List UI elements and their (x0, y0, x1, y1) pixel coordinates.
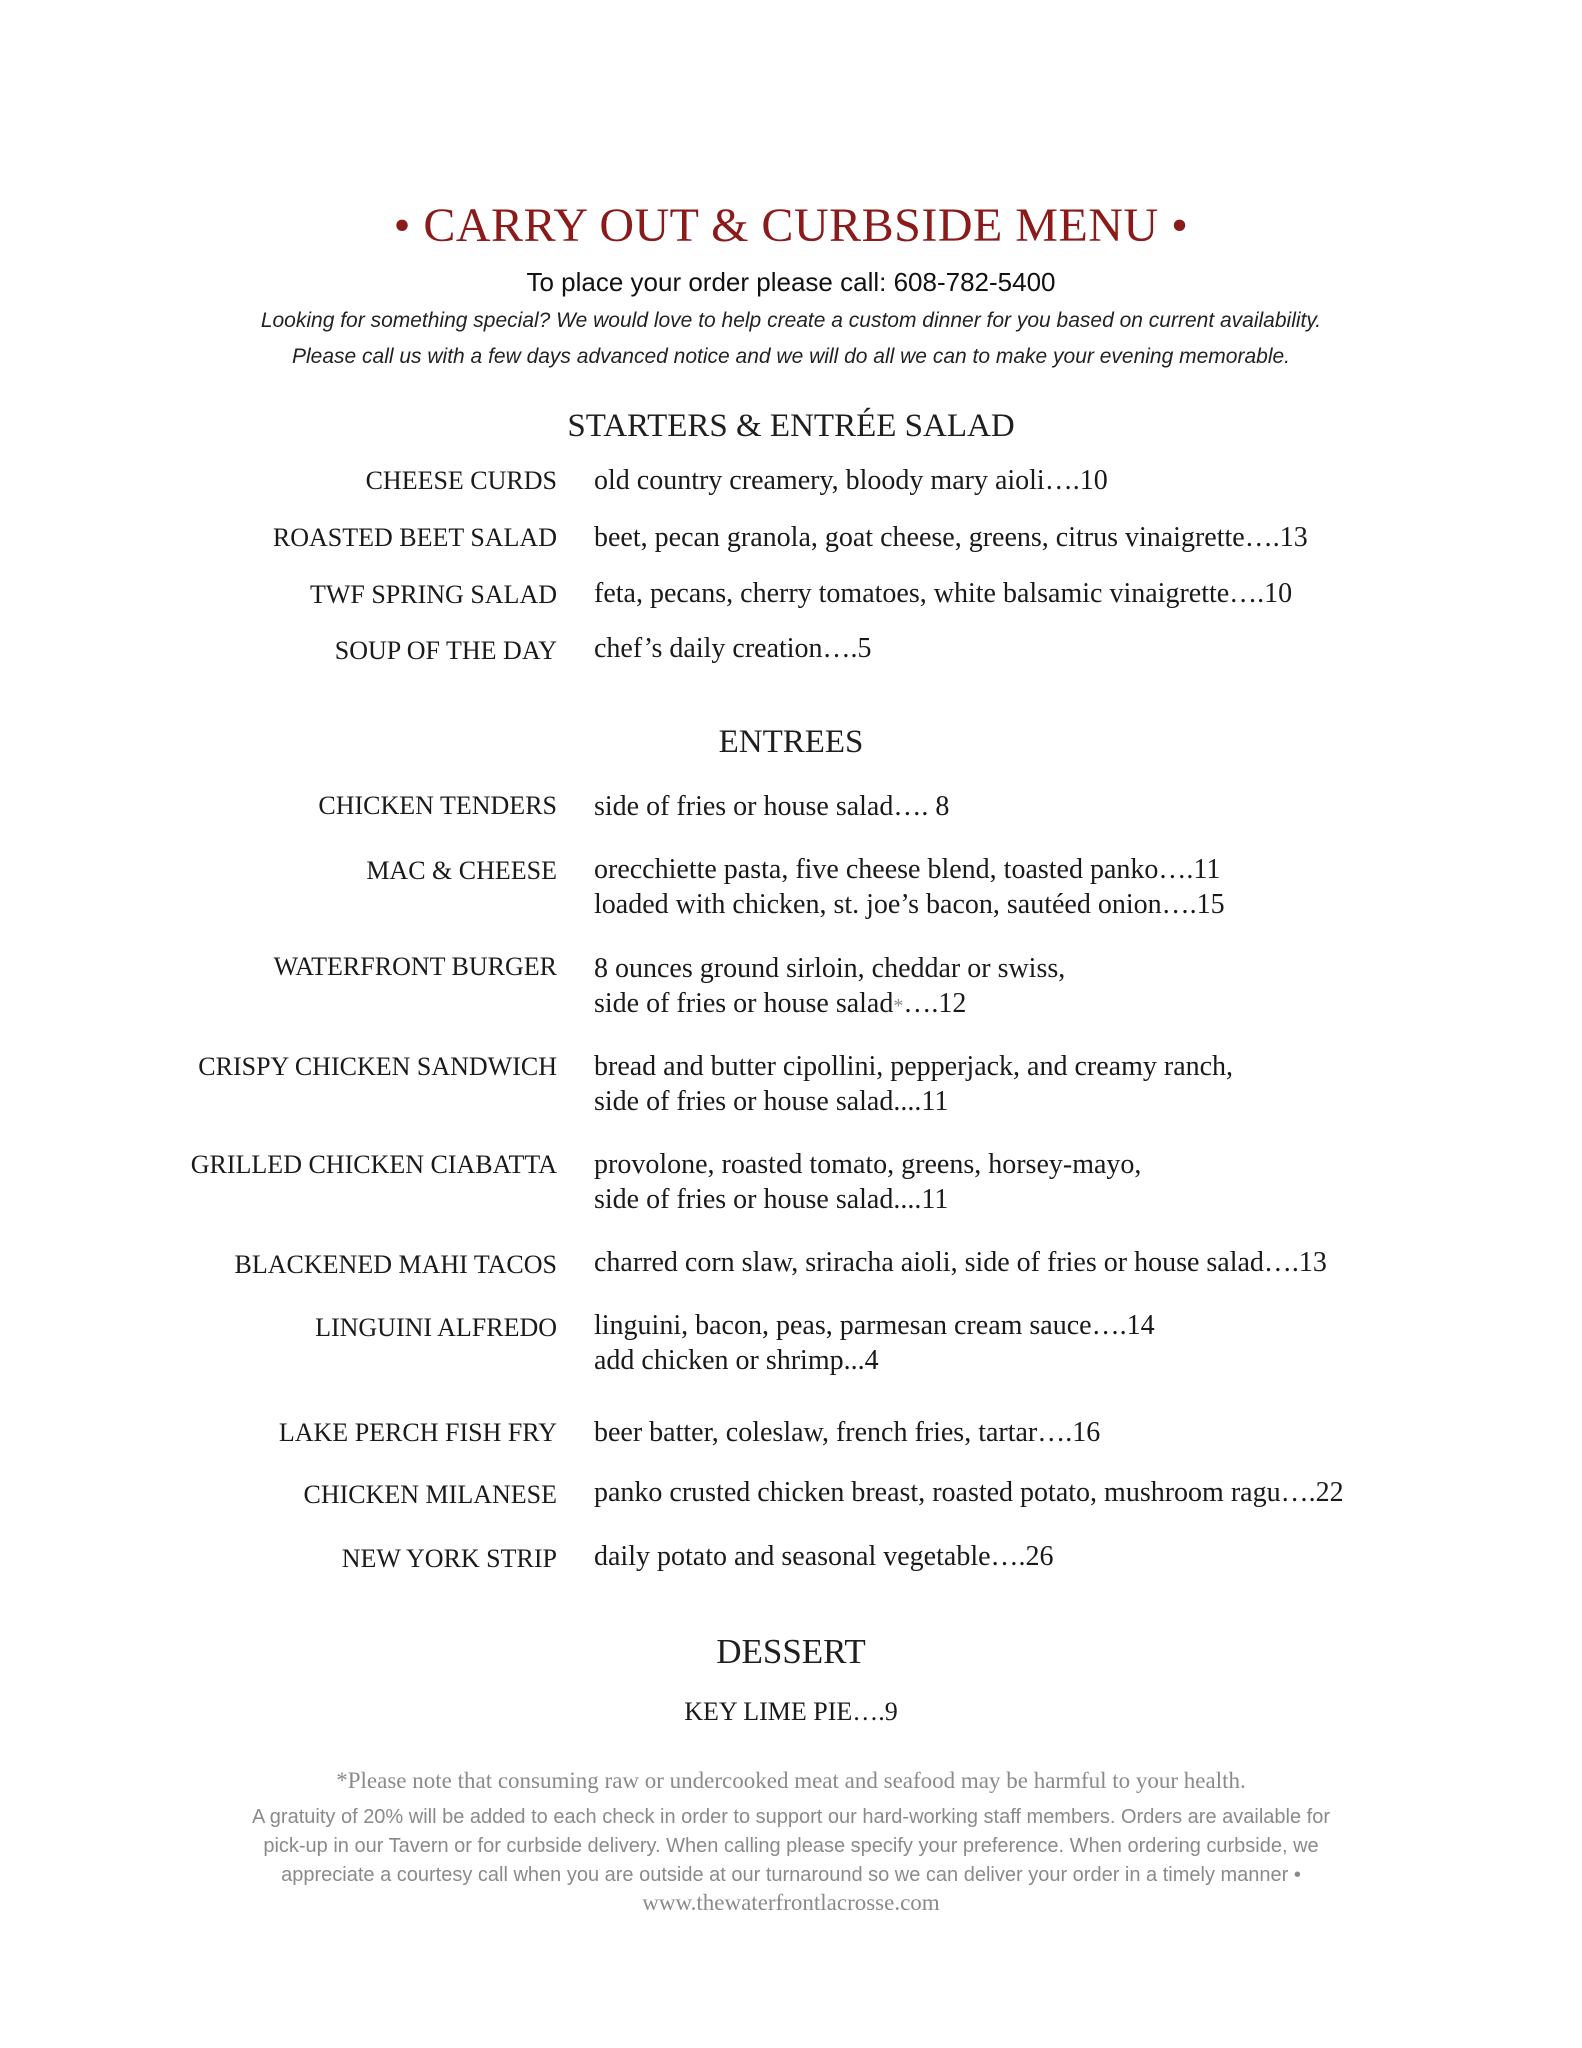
special-request-line-1: Looking for something special? We would love to help create a custom dinner for you based on current availability. (260, 309, 1322, 332)
menu-item-description: chef’s daily creation….5 (594, 633, 872, 664)
menu-item-description (594, 1475, 1344, 1510)
description-line: charred corn slaw, sriracha aioli, side of fries or house salad….13 (594, 1247, 1327, 1278)
description-line: orecchiette pasta, five cheese blend, toasted panko….11 (594, 854, 1221, 885)
menu-item-name: WATERFRONT BURGER (273, 952, 557, 981)
website-url: www.thewaterfrontlacrosse.com (642, 1890, 940, 1915)
menu-item-description (594, 1049, 1233, 1119)
description-price: ….12 (903, 988, 967, 1019)
description-line: panko crusted chicken breast, roasted potato, mushroom ragu….22 (594, 1477, 1344, 1508)
section-heading-dessert: DESSERT (716, 1632, 866, 1671)
menu-item-name: TWF SPRING SALAD (309, 580, 557, 609)
menu-item-name: BLACKENED MAHI TACOS (234, 1250, 557, 1279)
gratuity-note-line-1: A gratuity of 20% will be added to each check in order to support our hard-working staff members. Orders are available for (252, 1806, 1330, 1828)
special-request-line-2: Please call us with a few days advanced notice and we will do all we can to make your evening memorable. (291, 345, 1291, 368)
dessert-item: KEY LIME PIE….9 (684, 1697, 898, 1726)
menu-item-name: MAC & CHEESE (366, 856, 557, 885)
menu-item-name: LINGUINI ALFREDO (315, 1313, 557, 1342)
raw-warning-asterisk: * (893, 995, 904, 1017)
description-line: loaded with chicken, st. joe’s bacon, sautéed onion….15 (594, 889, 1225, 920)
menu-item-name: ROASTED BEET SALAD (272, 523, 557, 552)
section-heading-entrees: ENTREES (718, 724, 864, 760)
menu-item-name: GRILLED CHICKEN CIABATTA (190, 1150, 557, 1179)
menu-item-name: SOUP OF THE DAY (334, 636, 557, 665)
menu-item-description (594, 789, 949, 824)
menu-item-description (594, 1539, 1054, 1574)
menu-item-name: CHEESE CURDS (365, 466, 557, 495)
description-line (594, 986, 1065, 1024)
health-warning-note: *Please note that consuming raw or undercooked meat and seafood may be harmful to your health. (336, 1768, 1246, 1793)
menu-item-name: NEW YORK STRIP (341, 1544, 557, 1573)
gratuity-note-line-2: pick-up in our Tavern or for curbside delivery. When calling please specify your preference. When ordering curbside, we (263, 1835, 1319, 1857)
menu-item-name: CHICKEN TENDERS (318, 791, 557, 820)
description-line: beer batter, coleslaw, french fries, tartar….16 (594, 1417, 1101, 1448)
description-line: daily potato and seasonal vegetable….26 (594, 1541, 1054, 1572)
description-line: linguini, bacon, peas, parmesan cream sauce….14 (594, 1310, 1155, 1341)
gratuity-note-line-3: appreciate a courtesy call when you are outside at our turnaround so we can deliver your order in a timely manner • (281, 1864, 1301, 1886)
menu-item-description: beet, pecan granola, goat cheese, greens, citrus vinaigrette….13 (594, 522, 1308, 553)
description-line: side of fries or house salad....11 (594, 1184, 949, 1215)
menu-item-description: old country creamery, bloody mary aioli….10 (594, 465, 1108, 496)
menu-item-description (594, 951, 1065, 1024)
menu-item-name: CRISPY CHICKEN SANDWICH (198, 1052, 557, 1081)
section-heading-starters: STARTERS & ENTRÉE SALAD (567, 408, 1015, 444)
menu-item-description (594, 1147, 1141, 1217)
order-phone-line: To place your order please call: 608-782-5400 (526, 267, 1056, 297)
menu-item-description (594, 1415, 1100, 1450)
menu-item-name: LAKE PERCH FISH FRY (278, 1418, 557, 1447)
description-line: 8 ounces ground sirloin, cheddar or swiss, (594, 953, 1066, 984)
menu-item-description (594, 1245, 1327, 1280)
menu-item-description: feta, pecans, cherry tomatoes, white balsamic vinaigrette….10 (594, 578, 1293, 609)
description-text: side of fries or house salad (594, 988, 894, 1019)
description-line: side of fries or house salad…. 8 (594, 791, 950, 822)
description-line: side of fries or house salad....11 (594, 1086, 949, 1117)
menu-item-description (594, 1308, 1155, 1378)
description-line: bread and butter cipollini, pepperjack, and creamy ranch, (594, 1051, 1234, 1082)
description-line: provolone, roasted tomato, greens, horsey-mayo, (594, 1149, 1142, 1180)
menu-title: • CARRY OUT & CURBSIDE MENU • (393, 199, 1189, 252)
menu-item-name: CHICKEN MILANESE (303, 1480, 557, 1509)
menu-item-description (594, 852, 1225, 922)
description-line: add chicken or shrimp...4 (594, 1345, 879, 1376)
